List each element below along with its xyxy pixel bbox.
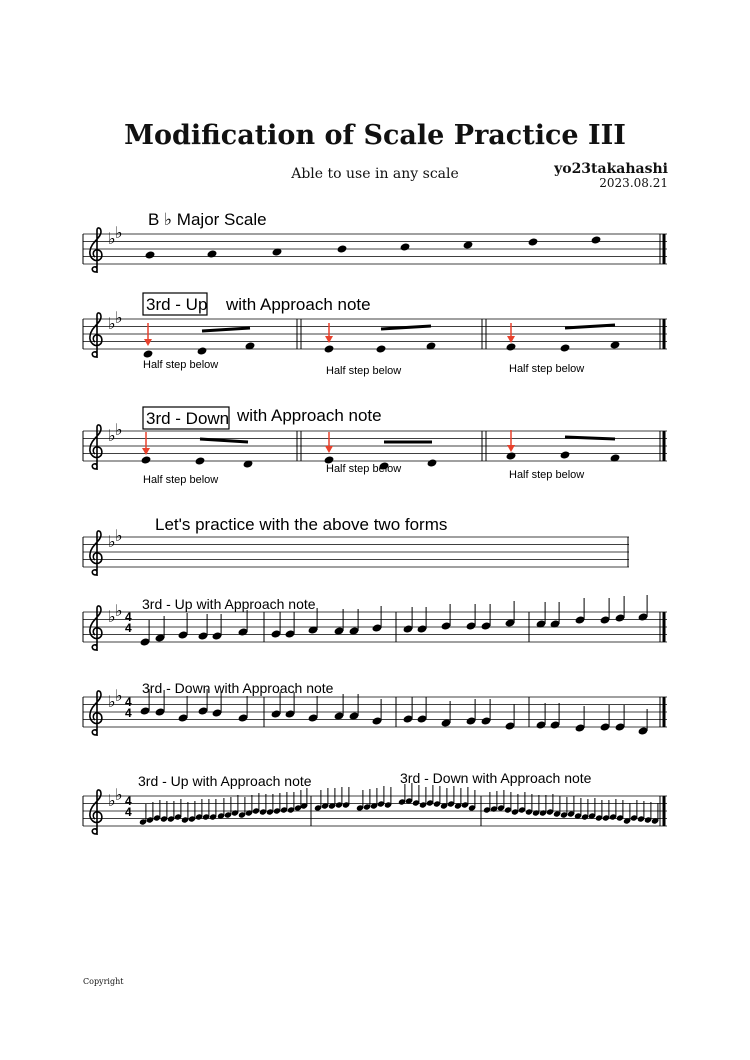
system-5-heading: 3rd - Up with Approach note bbox=[142, 596, 316, 612]
annotation: Half step below bbox=[143, 359, 219, 371]
flat-icon: ♭ bbox=[115, 528, 123, 545]
staff bbox=[83, 537, 629, 567]
notehead bbox=[337, 244, 348, 253]
notehead bbox=[141, 455, 152, 464]
system-4 bbox=[83, 515, 629, 576]
flat-icon: ♭ bbox=[108, 534, 116, 551]
beam bbox=[565, 325, 615, 328]
time-signature-bottom: 4 bbox=[125, 621, 132, 635]
notehead bbox=[207, 249, 218, 258]
system-3-boxed: 3rd - Down bbox=[146, 409, 230, 428]
system-2-heading: with Approach note bbox=[226, 295, 371, 314]
arrow-head bbox=[507, 336, 515, 343]
time-signature-top: 4 bbox=[125, 610, 132, 624]
page-title: Modification of Scale Practice III bbox=[124, 120, 626, 151]
approach-arrow-icon bbox=[325, 432, 333, 453]
copyright: Copyright bbox=[83, 977, 124, 986]
flat-icon: ♭ bbox=[115, 688, 123, 705]
staff bbox=[83, 319, 667, 349]
system-6 bbox=[83, 680, 667, 736]
composition-date: 2023.08.21 bbox=[599, 176, 668, 190]
notehead bbox=[376, 344, 387, 353]
time-signature-top: 4 bbox=[125, 794, 132, 808]
notehead bbox=[528, 237, 539, 246]
system-4-heading: Let's practice with the above two forms bbox=[155, 515, 448, 534]
flat-icon: ♭ bbox=[108, 428, 116, 445]
approach-arrow-icon bbox=[142, 432, 150, 455]
arrow-head bbox=[325, 336, 333, 343]
system-2-notes bbox=[143, 340, 621, 358]
system-1-heading: B ♭ Major Scale bbox=[148, 210, 267, 229]
notehead bbox=[506, 342, 517, 351]
arrow-head bbox=[144, 339, 152, 346]
system-7-notes bbox=[139, 783, 659, 826]
arrow-head bbox=[142, 448, 150, 455]
annotation: Half step below bbox=[326, 365, 402, 377]
beam bbox=[202, 328, 250, 331]
flat-icon: ♭ bbox=[115, 603, 123, 620]
notehead bbox=[506, 451, 517, 460]
beam bbox=[565, 437, 615, 439]
flat-icon: ♭ bbox=[115, 310, 123, 327]
system-3 bbox=[83, 406, 667, 486]
system-5 bbox=[83, 595, 667, 651]
treble-clef-icon bbox=[90, 790, 102, 835]
notehead bbox=[560, 450, 571, 459]
composer-name: yo23takahashi bbox=[554, 161, 668, 177]
flat-icon: ♭ bbox=[115, 225, 123, 242]
arrow-head bbox=[325, 446, 333, 453]
time-signature-bottom: 4 bbox=[125, 805, 132, 819]
system-2 bbox=[83, 293, 667, 377]
notehead bbox=[197, 346, 208, 355]
treble-clef-icon bbox=[90, 691, 102, 736]
notehead bbox=[145, 250, 156, 259]
flat-icon: ♭ bbox=[115, 422, 123, 439]
flat-icon: ♭ bbox=[108, 609, 116, 626]
time-signature-top: 4 bbox=[125, 695, 132, 709]
staff bbox=[83, 431, 667, 461]
annotation: Half step below bbox=[509, 363, 585, 375]
time-signature-bottom: 4 bbox=[125, 706, 132, 720]
page-subtitle: Able to use in any scale bbox=[291, 166, 459, 182]
staff bbox=[83, 234, 667, 264]
system-7 bbox=[83, 770, 667, 835]
flat-icon: ♭ bbox=[108, 231, 116, 248]
system-2-boxed: 3rd - Up bbox=[146, 295, 208, 314]
notehead bbox=[591, 235, 602, 244]
arrow-head bbox=[507, 445, 515, 452]
annotation: Half step below bbox=[509, 469, 585, 481]
treble-clef-icon bbox=[90, 313, 102, 358]
annotation: Half step below bbox=[326, 463, 402, 475]
notehead bbox=[324, 344, 335, 353]
treble-clef-icon bbox=[90, 425, 102, 470]
approach-arrow-icon bbox=[507, 430, 515, 452]
notehead bbox=[195, 456, 206, 465]
flat-icon: ♭ bbox=[108, 793, 116, 810]
system-3-heading: with Approach note bbox=[237, 406, 382, 425]
approach-arrow-icon bbox=[325, 323, 333, 343]
system-7-heading-left: 3rd - Up with Approach note bbox=[138, 773, 312, 789]
approach-arrow-icon bbox=[507, 323, 515, 343]
notehead bbox=[560, 343, 571, 352]
annotation: Half step below bbox=[143, 474, 219, 486]
notehead bbox=[400, 242, 411, 251]
flat-icon: ♭ bbox=[108, 316, 116, 333]
flat-icon: ♭ bbox=[108, 694, 116, 711]
system-1 bbox=[83, 210, 667, 273]
flat-icon: ♭ bbox=[115, 787, 123, 804]
system-6-heading: 3rd - Down with Approach note bbox=[142, 680, 334, 696]
system-1-notes bbox=[145, 235, 602, 259]
treble-clef-icon bbox=[90, 228, 102, 273]
treble-clef-icon bbox=[90, 606, 102, 651]
notehead bbox=[143, 349, 154, 358]
treble-clef-icon bbox=[90, 531, 102, 576]
beam bbox=[200, 439, 248, 442]
notehead bbox=[427, 458, 438, 467]
system-7-heading-right: 3rd - Down with Approach note bbox=[400, 770, 592, 786]
